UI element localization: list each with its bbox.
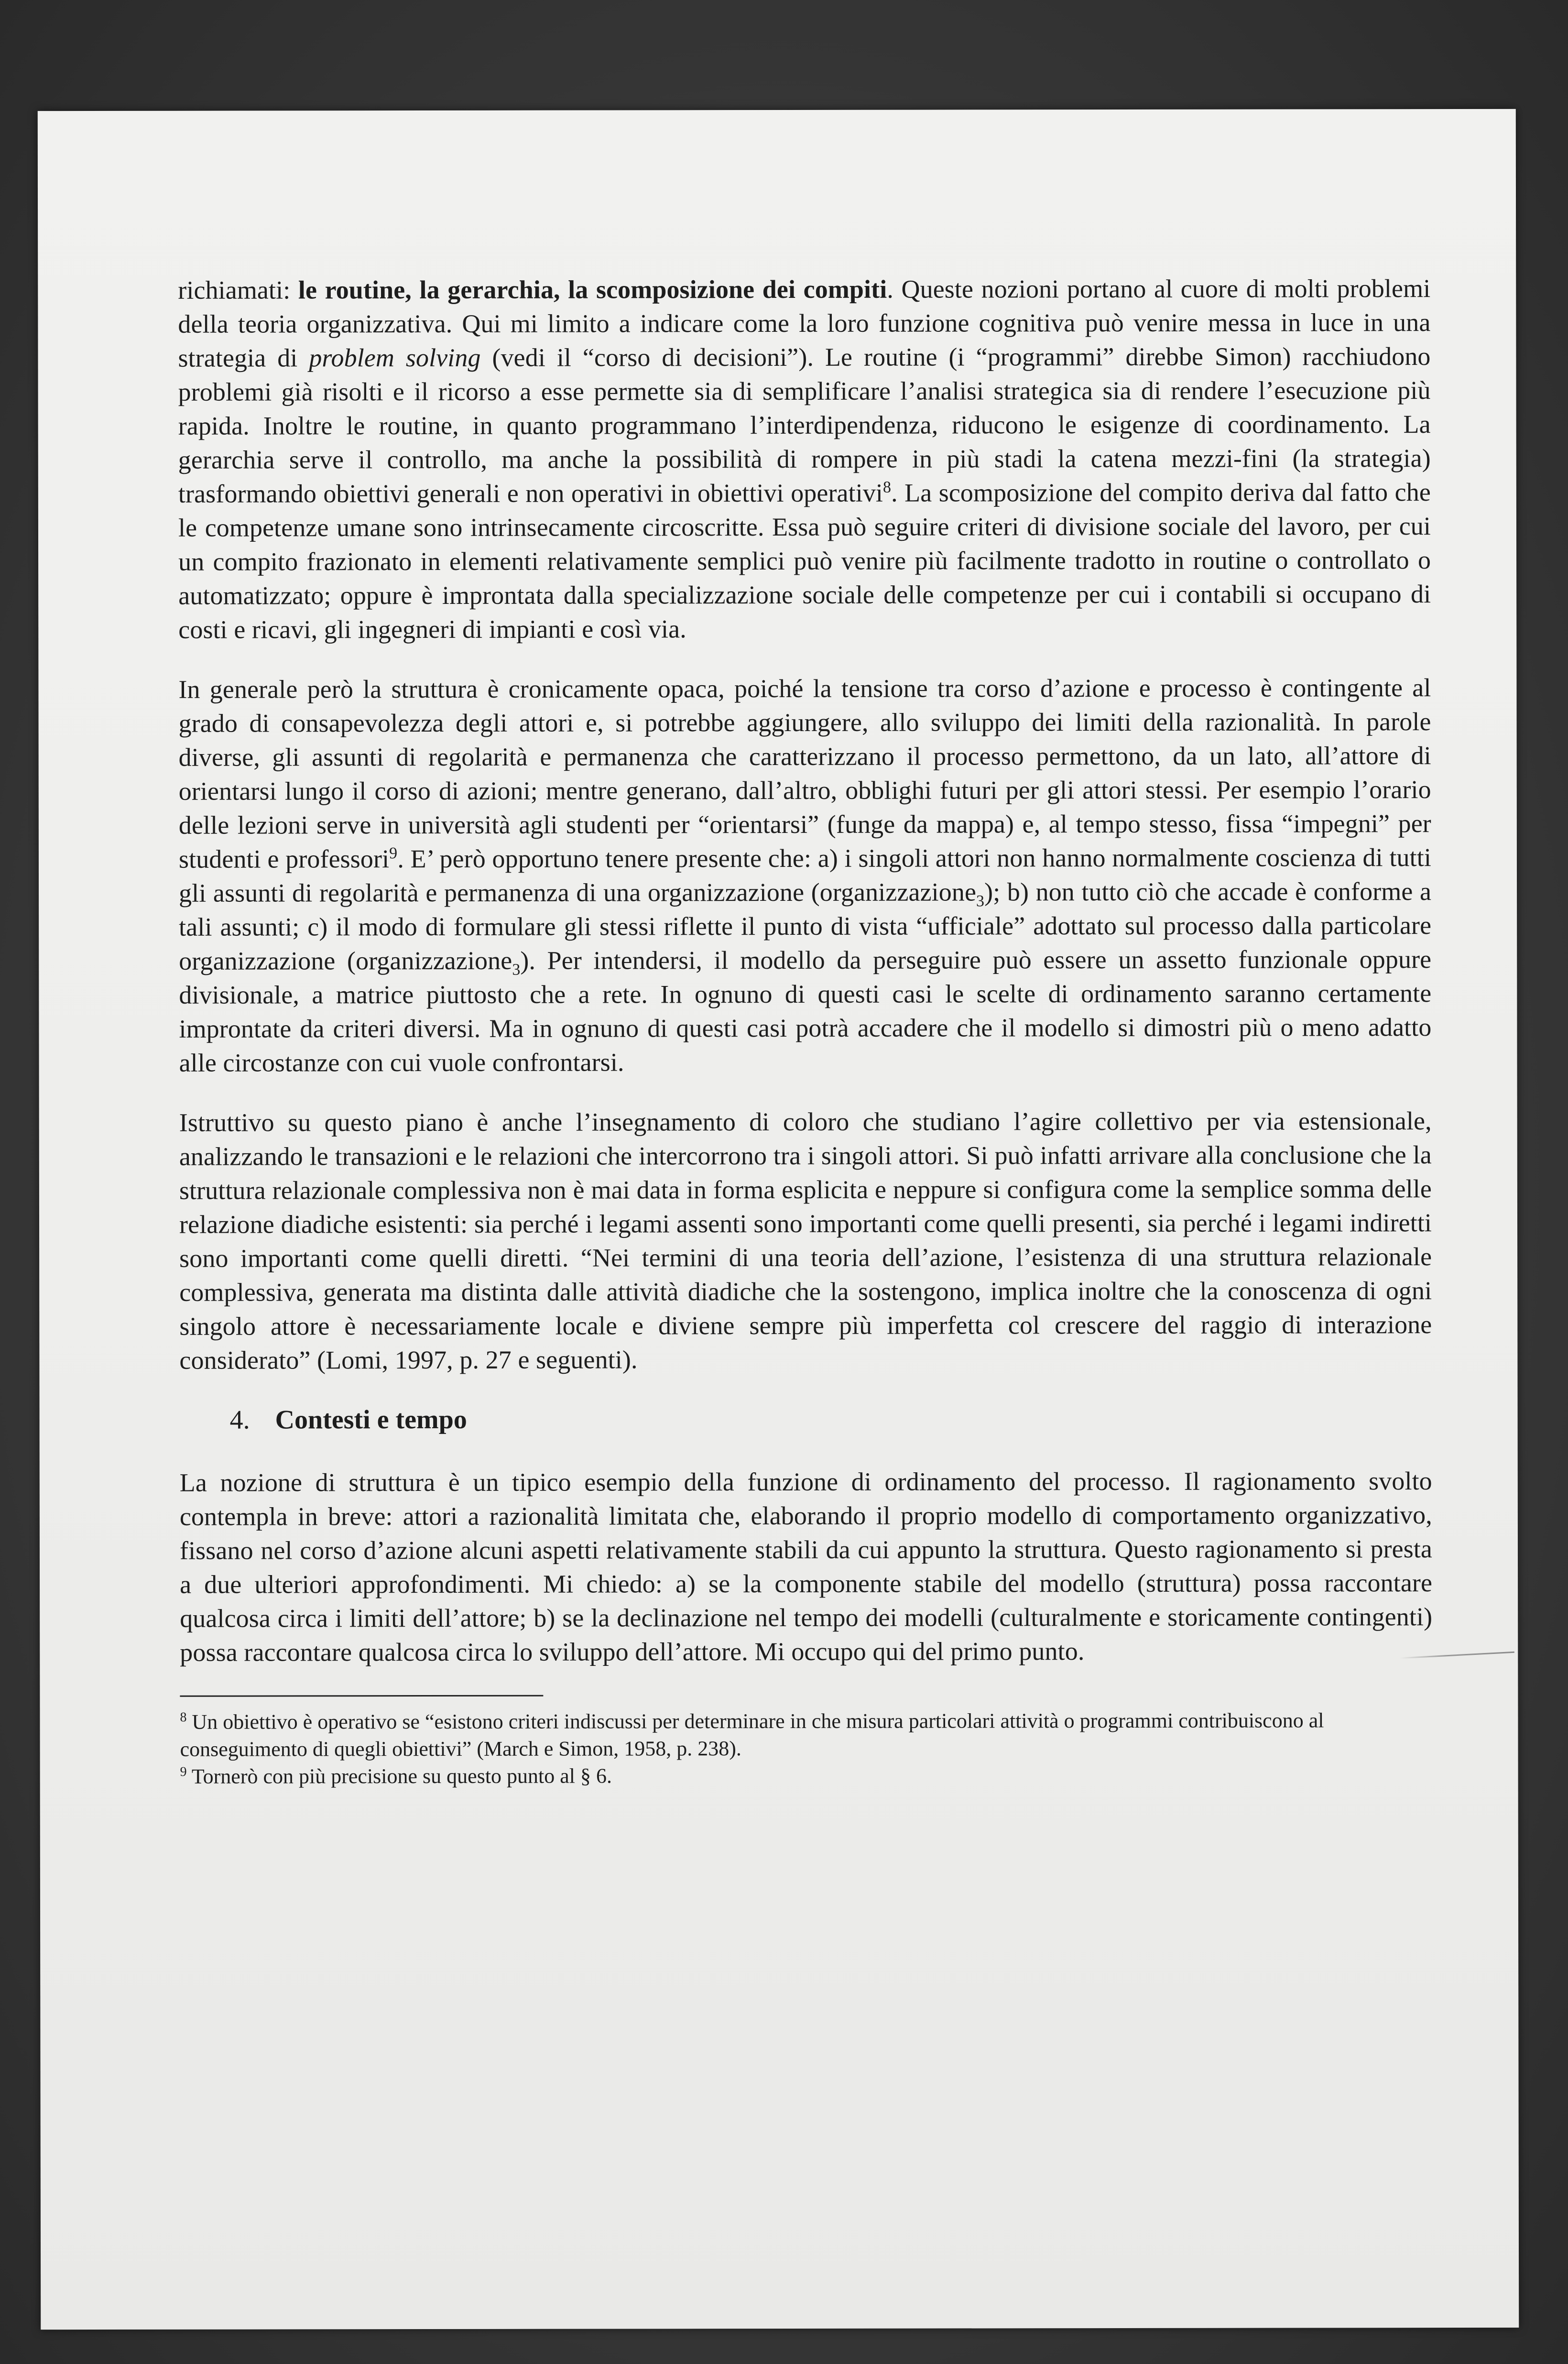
- footnote-text: Tornerò con più precisione su questo punto al § 6.: [186, 1764, 612, 1788]
- bold-text: le routine, la gerarchia, la scomposizione dei compiti: [298, 274, 887, 305]
- footnote-mark: 9: [180, 1764, 187, 1780]
- footnote-text: Un obiettivo è operativo se “esistono criteri indiscussi per determinare in che misura particolari attività o programmi contribuiscono al conseguimento di quegli obiettivi” (March e Simon, 1958, p. 238).: [180, 1708, 1324, 1761]
- text-run: . La scomposizione del compito deriva dal fatto che le competenze umane sono intrinsecamente circoscritte. Essa può seguire criteri di divisione sociale del lavoro, per cui un compito frazionato in elementi relativamente semplici può venire più facilmente tradotto in routine o controllato o automatizzato; oppure è improntata dalla specializzazione sociale delle competenze per cui i contabili si occupano di costi e ricavi, gli ingegneri di impianti e così via.: [178, 478, 1431, 644]
- text-run: Istruttivo su questo piano è anche l’insegnamento di coloro che studiano l’agire collettivo per via estensionale, analizzando le transazioni e le relazioni che intercorrono tra i singoli attori. Si può infatti arrivare alla conclusione che la struttura relazionale complessiva non è mai data in forma esplicita e neppure si configura come la semplice somma delle relazione diadiche esistenti: sia perché i legami assenti sono importanti come quelli presenti, sia perché i legami indiretti sono importanti come quelli diretti. “Nei termini di una teoria dell’azione, l’esistenza di una struttura relazionale complessiva, generata ma distinta dalle attività diadiche che la sostengono, implica inoltre che la conoscenza di ogni singolo attore è necessariamente locale e diviene sempre più imperfetta col crescere del raggio di interazione considerato” (Lomi, 1997, p. 27 e seguenti).: [179, 1106, 1432, 1375]
- italic-text: problem solving: [309, 343, 481, 372]
- text-run: richiamati:: [178, 275, 298, 305]
- subscript: 3: [976, 892, 985, 910]
- text-run: ); b) non tutto ciò che accade è conforme a tali assunti; c) il modo di formulare gli stessi riflette il punto di vista “ufficiale” adottato sul processo dalla particolare organizzazione (organizzazione: [179, 877, 1432, 975]
- paragraph: [178, 272, 1431, 647]
- footnote: [180, 1707, 1432, 1763]
- text-run: In generale però la struttura è cronicamente opaca, poiché la tensione tra corso d’azione e processo è contingente al grado di consapevolezza degli attori e, si potrebbe aggiungere, allo sviluppo dei limiti della razionalità. In parole diverse, gli assunti di regolarità e permanenza che caratterizzano il processo permettono, da un lato, all’attore di orientarsi lungo il corso di azioni; mentre generano, dall’altro, obblighi futuri per gli attori stessi. Per esempio l’orario delle lezioni serve in università agli studenti per “orientarsi” (funge da mappa) e, al tempo stesso, fissa “impegni” per studenti e professori: [178, 673, 1431, 874]
- text-run: (vedi il “corso di decisioni”). Le routine (i “programmi” direbbe Simon) racchiudono problemi già risolti e il ricorso a esse permette sia di semplificare l’analisi strategica sia di rendere l’esecuzione più rapida. Inoltre le routine, in quanto programmano l’interdipendenza, riducono le esigenze di coordinamento. La gerarchia serve il controllo, ma anche la possibilità di rompere in più stadi la catena mezzi-fini (la strategia) trasformando obiettivi generali e non operativi in obiettivi operativi: [178, 342, 1431, 508]
- subscript: 3: [512, 961, 521, 979]
- text-run: . Queste nozioni portano al cuore di molti problemi della teoria organizzativa. Qui mi limito a indicare come la loro funzione cognitiva può venire messa in luce in una strategia di: [178, 274, 1431, 372]
- footnote-separator: [180, 1695, 543, 1697]
- footnote-ref: 8: [882, 478, 892, 496]
- section-heading: [180, 1401, 1432, 1437]
- text-run: ). Per intendersi, il modello da perseguire può essere un assetto funzionale oppure divisionale, a matrice piuttosto che a rete. In ognuno di questi casi le scelte di ordinamento saranno certamente improntate da criteri diversi. Ma in ognuno di questi casi potrà accadere che il modello si dimostri più o meno adatto alle circostanze con cui vuole confrontarsi.: [179, 945, 1432, 1077]
- paragraph: [178, 671, 1431, 1080]
- section-number: 4.: [229, 1405, 250, 1435]
- text-run: La nozione di struttura è un tipico esempio della funzione di ordinamento del processo. Il ragionamento svolto contempla in breve: attori a razionalità limitata che, elaborando il proprio modello di comportamento organizzativo, fissano nel corso d’azione alcuni aspetti relativamente stabili da cui appunto la struttura. Questo ragionamento si presta a due ulteriori approfondimenti. Mi chiedo: a) se la componente stabile del modello (struttura) possa raccontare qualcosa circa i limiti dell’attore; b) se la declinazione nel tempo dei modelli (culturalmente e storicamente contingenti) possa raccontare qualcosa circa lo sviluppo dell’attore. Mi occupo qui del primo punto.: [179, 1467, 1433, 1667]
- footnote-ref: 9: [389, 844, 398, 863]
- section-title: Contesti e tempo: [275, 1404, 467, 1435]
- page-content: [178, 272, 1432, 1790]
- text-run: . E’ però opportuno tenere presente che: a) i singoli attori non hanno normalmente coscienza di tutti gli assunti di regolarità e permanenza di una organizzazione (organizzazione: [179, 843, 1431, 908]
- footnote: [180, 1761, 1433, 1790]
- paper-sheet: [38, 109, 1519, 2330]
- footnote-mark: 8: [180, 1710, 187, 1725]
- paragraph: [179, 1104, 1432, 1378]
- paragraph: [180, 1464, 1433, 1670]
